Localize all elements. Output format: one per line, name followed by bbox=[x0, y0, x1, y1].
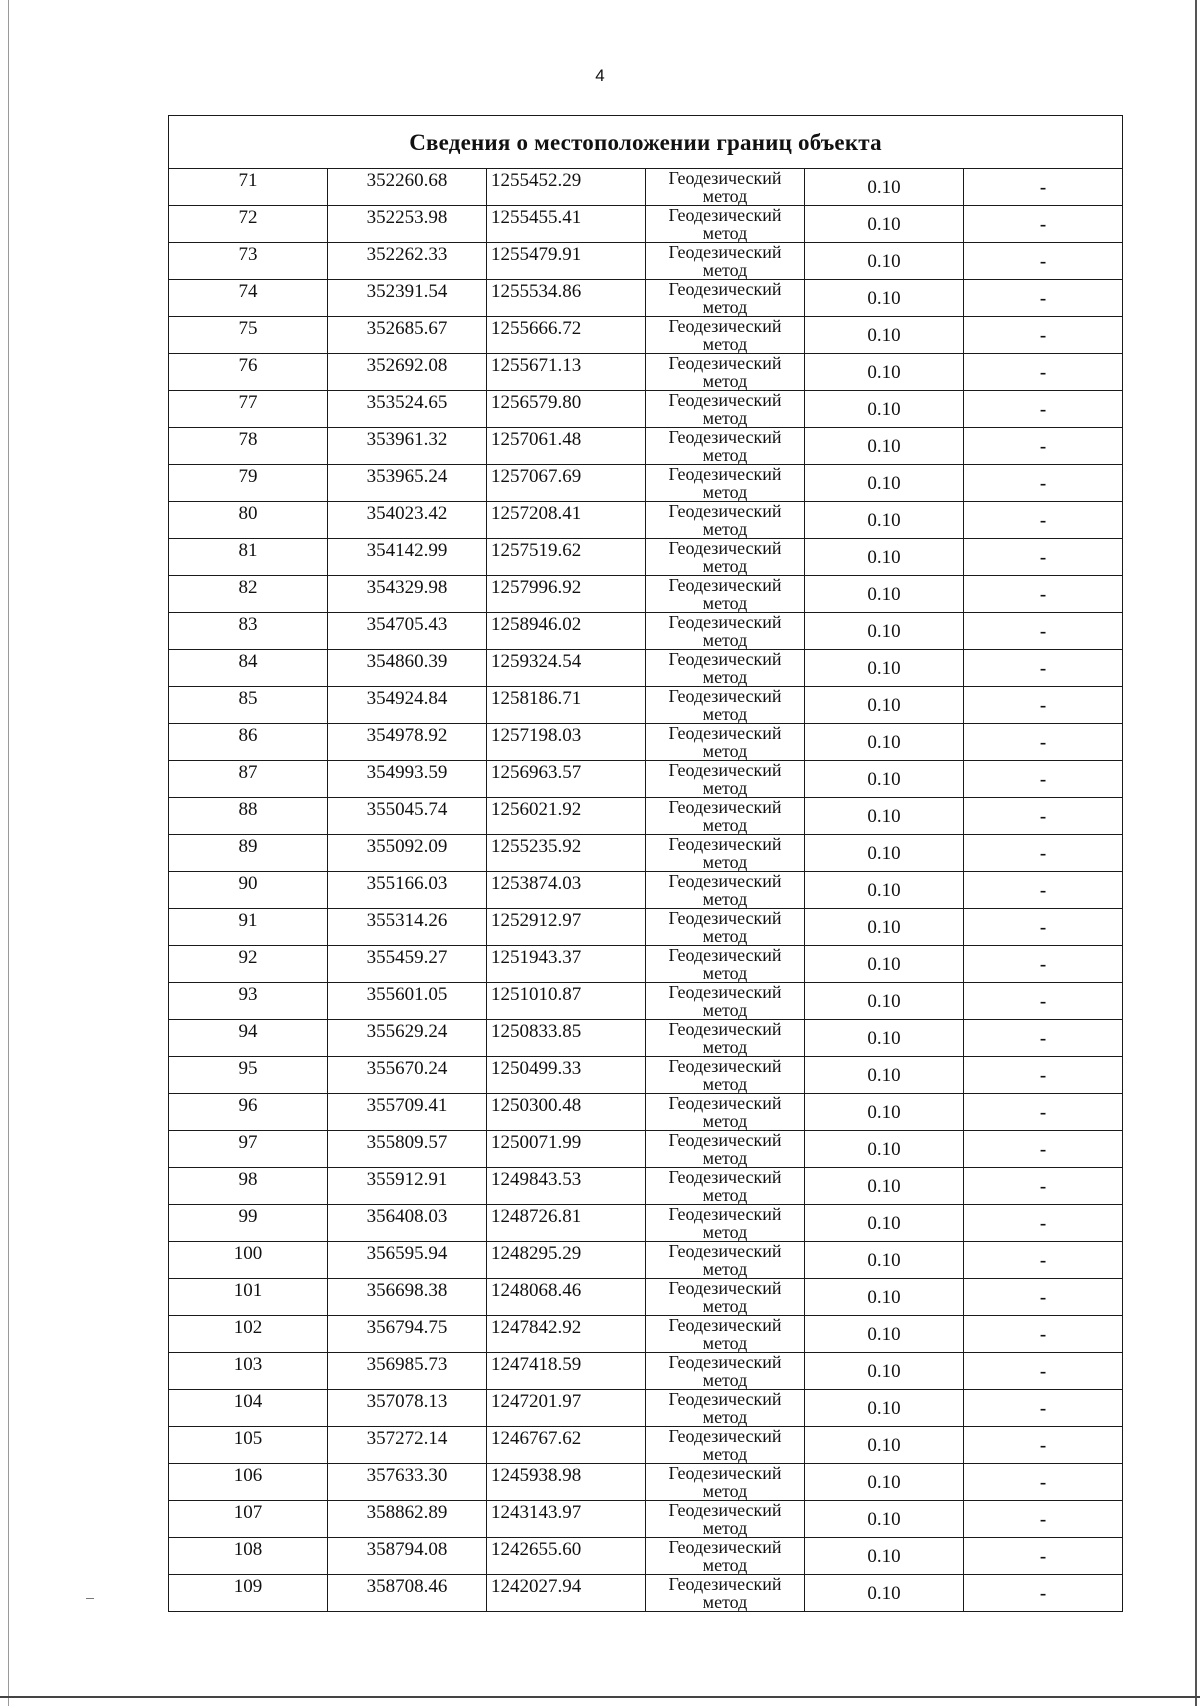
point-number-cell: 76 bbox=[169, 354, 328, 391]
point-number-cell: 105 bbox=[169, 1427, 328, 1464]
method-cell: Геодезический метод bbox=[646, 724, 805, 761]
method-cell: Геодезический метод bbox=[646, 613, 805, 650]
method-cell: Геодезический метод bbox=[646, 391, 805, 428]
accuracy-cell: 0.10 bbox=[805, 650, 964, 687]
x-coordinate-cell: 356408.03 bbox=[328, 1205, 487, 1242]
note-cell: - bbox=[964, 354, 1123, 391]
table-row bbox=[169, 502, 1123, 539]
accuracy-cell: 0.10 bbox=[805, 1575, 964, 1612]
method-cell: Геодезический метод bbox=[646, 1427, 805, 1464]
point-number-cell: 71 bbox=[169, 169, 328, 206]
accuracy-cell: 0.10 bbox=[805, 280, 964, 317]
accuracy-cell: 0.10 bbox=[805, 1094, 964, 1131]
table-row bbox=[169, 317, 1123, 354]
y-coordinate-cell: 1257067.69 bbox=[487, 465, 646, 502]
table-row bbox=[169, 650, 1123, 687]
y-coordinate-cell: 1243143.97 bbox=[487, 1501, 646, 1538]
x-coordinate-cell: 353961.32 bbox=[328, 428, 487, 465]
accuracy-cell: 0.10 bbox=[805, 724, 964, 761]
note-cell: - bbox=[964, 613, 1123, 650]
x-coordinate-cell: 352692.08 bbox=[328, 354, 487, 391]
note-cell: - bbox=[964, 1131, 1123, 1168]
page-edge-bottom bbox=[0, 1696, 1200, 1698]
note-cell: - bbox=[964, 206, 1123, 243]
method-cell: Геодезический метод bbox=[646, 835, 805, 872]
x-coordinate-cell: 354860.39 bbox=[328, 650, 487, 687]
note-cell: - bbox=[964, 724, 1123, 761]
table-row bbox=[169, 539, 1123, 576]
y-coordinate-cell: 1250300.48 bbox=[487, 1094, 646, 1131]
x-coordinate-cell: 352685.67 bbox=[328, 317, 487, 354]
method-cell: Геодезический метод bbox=[646, 1131, 805, 1168]
point-number-cell: 72 bbox=[169, 206, 328, 243]
y-coordinate-cell: 1247418.59 bbox=[487, 1353, 646, 1390]
y-coordinate-cell: 1251010.87 bbox=[487, 983, 646, 1020]
point-number-cell: 98 bbox=[169, 1168, 328, 1205]
y-coordinate-cell: 1250499.33 bbox=[487, 1057, 646, 1094]
point-number-cell: 92 bbox=[169, 946, 328, 983]
accuracy-cell: 0.10 bbox=[805, 1279, 964, 1316]
method-cell: Геодезический метод bbox=[646, 206, 805, 243]
table-row bbox=[169, 1131, 1123, 1168]
accuracy-cell: 0.10 bbox=[805, 798, 964, 835]
method-cell: Геодезический метод bbox=[646, 1168, 805, 1205]
accuracy-cell: 0.10 bbox=[805, 391, 964, 428]
x-coordinate-cell: 355314.26 bbox=[328, 909, 487, 946]
table-row bbox=[169, 391, 1123, 428]
note-cell: - bbox=[964, 1057, 1123, 1094]
x-coordinate-cell: 355045.74 bbox=[328, 798, 487, 835]
note-cell: - bbox=[964, 761, 1123, 798]
method-cell: Геодезический метод bbox=[646, 1575, 805, 1612]
note-cell: - bbox=[964, 1427, 1123, 1464]
table-row bbox=[169, 1279, 1123, 1316]
x-coordinate-cell: 352391.54 bbox=[328, 280, 487, 317]
y-coordinate-cell: 1258946.02 bbox=[487, 613, 646, 650]
note-cell: - bbox=[964, 465, 1123, 502]
x-coordinate-cell: 358708.46 bbox=[328, 1575, 487, 1612]
method-cell: Геодезический метод bbox=[646, 354, 805, 391]
accuracy-cell: 0.10 bbox=[805, 1020, 964, 1057]
accuracy-cell: 0.10 bbox=[805, 613, 964, 650]
point-number-cell: 85 bbox=[169, 687, 328, 724]
x-coordinate-cell: 357272.14 bbox=[328, 1427, 487, 1464]
note-cell: - bbox=[964, 1279, 1123, 1316]
table-row bbox=[169, 872, 1123, 909]
x-coordinate-cell: 355092.09 bbox=[328, 835, 487, 872]
y-coordinate-cell: 1247201.97 bbox=[487, 1390, 646, 1427]
method-cell: Геодезический метод bbox=[646, 650, 805, 687]
table-row bbox=[169, 946, 1123, 983]
point-number-cell: 82 bbox=[169, 576, 328, 613]
note-cell: - bbox=[964, 243, 1123, 280]
accuracy-cell: 0.10 bbox=[805, 502, 964, 539]
point-number-cell: 81 bbox=[169, 539, 328, 576]
method-cell: Геодезический метод bbox=[646, 502, 805, 539]
table-row bbox=[169, 243, 1123, 280]
table-row bbox=[169, 1464, 1123, 1501]
y-coordinate-cell: 1255671.13 bbox=[487, 354, 646, 391]
method-cell: Геодезический метод bbox=[646, 798, 805, 835]
y-coordinate-cell: 1255452.29 bbox=[487, 169, 646, 206]
accuracy-cell: 0.10 bbox=[805, 1057, 964, 1094]
point-number-cell: 99 bbox=[169, 1205, 328, 1242]
x-coordinate-cell: 354993.59 bbox=[328, 761, 487, 798]
x-coordinate-cell: 354978.92 bbox=[328, 724, 487, 761]
method-cell: Геодезический метод bbox=[646, 687, 805, 724]
accuracy-cell: 0.10 bbox=[805, 576, 964, 613]
method-cell: Геодезический метод bbox=[646, 1353, 805, 1390]
y-coordinate-cell: 1246767.62 bbox=[487, 1427, 646, 1464]
table-row bbox=[169, 1242, 1123, 1279]
point-number-cell: 73 bbox=[169, 243, 328, 280]
accuracy-cell: 0.10 bbox=[805, 1427, 964, 1464]
table-row bbox=[169, 613, 1123, 650]
method-cell: Геодезический метод bbox=[646, 169, 805, 206]
table-row bbox=[169, 465, 1123, 502]
y-coordinate-cell: 1257996.92 bbox=[487, 576, 646, 613]
method-cell: Геодезический метод bbox=[646, 539, 805, 576]
method-cell: Геодезический метод bbox=[646, 1205, 805, 1242]
page-edge-left bbox=[8, 0, 9, 1706]
x-coordinate-cell: 354142.99 bbox=[328, 539, 487, 576]
y-coordinate-cell: 1255235.92 bbox=[487, 835, 646, 872]
table-row bbox=[169, 983, 1123, 1020]
note-cell: - bbox=[964, 1168, 1123, 1205]
point-number-cell: 78 bbox=[169, 428, 328, 465]
point-number-cell: 96 bbox=[169, 1094, 328, 1131]
accuracy-cell: 0.10 bbox=[805, 1205, 964, 1242]
point-number-cell: 102 bbox=[169, 1316, 328, 1353]
y-coordinate-cell: 1253874.03 bbox=[487, 872, 646, 909]
point-number-cell: 107 bbox=[169, 1501, 328, 1538]
x-coordinate-cell: 354924.84 bbox=[328, 687, 487, 724]
y-coordinate-cell: 1249843.53 bbox=[487, 1168, 646, 1205]
y-coordinate-cell: 1256021.92 bbox=[487, 798, 646, 835]
accuracy-cell: 0.10 bbox=[805, 1390, 964, 1427]
y-coordinate-cell: 1259324.54 bbox=[487, 650, 646, 687]
x-coordinate-cell: 357078.13 bbox=[328, 1390, 487, 1427]
y-coordinate-cell: 1257208.41 bbox=[487, 502, 646, 539]
point-number-cell: 91 bbox=[169, 909, 328, 946]
method-cell: Геодезический метод bbox=[646, 428, 805, 465]
point-number-cell: 84 bbox=[169, 650, 328, 687]
x-coordinate-cell: 355601.05 bbox=[328, 983, 487, 1020]
accuracy-cell: 0.10 bbox=[805, 761, 964, 798]
accuracy-cell: 0.10 bbox=[805, 354, 964, 391]
table-row bbox=[169, 798, 1123, 835]
accuracy-cell: 0.10 bbox=[805, 206, 964, 243]
note-cell: - bbox=[964, 798, 1123, 835]
point-number-cell: 75 bbox=[169, 317, 328, 354]
accuracy-cell: 0.10 bbox=[805, 1131, 964, 1168]
x-coordinate-cell: 354023.42 bbox=[328, 502, 487, 539]
note-cell: - bbox=[964, 946, 1123, 983]
x-coordinate-cell: 353965.24 bbox=[328, 465, 487, 502]
table-row bbox=[169, 428, 1123, 465]
x-coordinate-cell: 357633.30 bbox=[328, 1464, 487, 1501]
table-row bbox=[169, 169, 1123, 206]
point-number-cell: 109 bbox=[169, 1575, 328, 1612]
note-cell: - bbox=[964, 502, 1123, 539]
y-coordinate-cell: 1251943.37 bbox=[487, 946, 646, 983]
point-number-cell: 89 bbox=[169, 835, 328, 872]
point-number-cell: 103 bbox=[169, 1353, 328, 1390]
y-coordinate-cell: 1248726.81 bbox=[487, 1205, 646, 1242]
y-coordinate-cell: 1250071.99 bbox=[487, 1131, 646, 1168]
point-number-cell: 80 bbox=[169, 502, 328, 539]
note-cell: - bbox=[964, 1390, 1123, 1427]
point-number-cell: 86 bbox=[169, 724, 328, 761]
table-row bbox=[169, 1205, 1123, 1242]
method-cell: Геодезический метод bbox=[646, 280, 805, 317]
y-coordinate-cell: 1248068.46 bbox=[487, 1279, 646, 1316]
accuracy-cell: 0.10 bbox=[805, 1168, 964, 1205]
table-body bbox=[169, 116, 1123, 1612]
accuracy-cell: 0.10 bbox=[805, 243, 964, 280]
note-cell: - bbox=[964, 1094, 1123, 1131]
method-cell: Геодезический метод bbox=[646, 1501, 805, 1538]
x-coordinate-cell: 355670.24 bbox=[328, 1057, 487, 1094]
x-coordinate-cell: 355629.24 bbox=[328, 1020, 487, 1057]
x-coordinate-cell: 356698.38 bbox=[328, 1279, 487, 1316]
y-coordinate-cell: 1242655.60 bbox=[487, 1538, 646, 1575]
y-coordinate-cell: 1257061.48 bbox=[487, 428, 646, 465]
method-cell: Геодезический метод bbox=[646, 465, 805, 502]
accuracy-cell: 0.10 bbox=[805, 1464, 964, 1501]
y-coordinate-cell: 1256963.57 bbox=[487, 761, 646, 798]
method-cell: Геодезический метод bbox=[646, 1538, 805, 1575]
table-row bbox=[169, 1427, 1123, 1464]
note-cell: - bbox=[964, 1575, 1123, 1612]
point-number-cell: 108 bbox=[169, 1538, 328, 1575]
method-cell: Геодезический метод bbox=[646, 983, 805, 1020]
scan-artifact bbox=[86, 1598, 94, 1599]
note-cell: - bbox=[964, 835, 1123, 872]
table-row bbox=[169, 687, 1123, 724]
point-number-cell: 74 bbox=[169, 280, 328, 317]
x-coordinate-cell: 358794.08 bbox=[328, 1538, 487, 1575]
accuracy-cell: 0.10 bbox=[805, 1501, 964, 1538]
y-coordinate-cell: 1257519.62 bbox=[487, 539, 646, 576]
note-cell: - bbox=[964, 909, 1123, 946]
point-number-cell: 106 bbox=[169, 1464, 328, 1501]
y-coordinate-cell: 1242027.94 bbox=[487, 1575, 646, 1612]
note-cell: - bbox=[964, 1538, 1123, 1575]
y-coordinate-cell: 1255455.41 bbox=[487, 206, 646, 243]
table-row bbox=[169, 1020, 1123, 1057]
note-cell: - bbox=[964, 1316, 1123, 1353]
y-coordinate-cell: 1257198.03 bbox=[487, 724, 646, 761]
method-cell: Геодезический метод bbox=[646, 1057, 805, 1094]
table-title: Сведения о местоположении границ объекта bbox=[169, 116, 1123, 169]
method-cell: Геодезический метод bbox=[646, 576, 805, 613]
note-cell: - bbox=[964, 576, 1123, 613]
table-row bbox=[169, 1501, 1123, 1538]
x-coordinate-cell: 356794.75 bbox=[328, 1316, 487, 1353]
note-cell: - bbox=[964, 1205, 1123, 1242]
method-cell: Геодезический метод bbox=[646, 1316, 805, 1353]
x-coordinate-cell: 352253.98 bbox=[328, 206, 487, 243]
point-number-cell: 79 bbox=[169, 465, 328, 502]
note-cell: - bbox=[964, 391, 1123, 428]
accuracy-cell: 0.10 bbox=[805, 872, 964, 909]
method-cell: Геодезический метод bbox=[646, 761, 805, 798]
accuracy-cell: 0.10 bbox=[805, 169, 964, 206]
accuracy-cell: 0.10 bbox=[805, 909, 964, 946]
y-coordinate-cell: 1255534.86 bbox=[487, 280, 646, 317]
note-cell: - bbox=[964, 1501, 1123, 1538]
y-coordinate-cell: 1252912.97 bbox=[487, 909, 646, 946]
note-cell: - bbox=[964, 650, 1123, 687]
table-row bbox=[169, 354, 1123, 391]
method-cell: Геодезический метод bbox=[646, 909, 805, 946]
accuracy-cell: 0.10 bbox=[805, 1242, 964, 1279]
table-row bbox=[169, 1094, 1123, 1131]
accuracy-cell: 0.10 bbox=[805, 539, 964, 576]
point-number-cell: 94 bbox=[169, 1020, 328, 1057]
page-number: 4 bbox=[595, 66, 605, 85]
boundary-coordinates-table bbox=[168, 115, 1123, 1612]
note-cell: - bbox=[964, 1020, 1123, 1057]
x-coordinate-cell: 354329.98 bbox=[328, 576, 487, 613]
x-coordinate-cell: 354705.43 bbox=[328, 613, 487, 650]
y-coordinate-cell: 1255479.91 bbox=[487, 243, 646, 280]
note-cell: - bbox=[964, 687, 1123, 724]
table-title-row bbox=[169, 116, 1123, 169]
point-number-cell: 97 bbox=[169, 1131, 328, 1168]
accuracy-cell: 0.10 bbox=[805, 946, 964, 983]
table-row bbox=[169, 576, 1123, 613]
y-coordinate-cell: 1245938.98 bbox=[487, 1464, 646, 1501]
point-number-cell: 77 bbox=[169, 391, 328, 428]
accuracy-cell: 0.10 bbox=[805, 428, 964, 465]
table-row bbox=[169, 1316, 1123, 1353]
note-cell: - bbox=[964, 428, 1123, 465]
x-coordinate-cell: 352260.68 bbox=[328, 169, 487, 206]
table-row bbox=[169, 280, 1123, 317]
y-coordinate-cell: 1258186.71 bbox=[487, 687, 646, 724]
page-edge-right bbox=[1195, 0, 1197, 1706]
point-number-cell: 100 bbox=[169, 1242, 328, 1279]
accuracy-cell: 0.10 bbox=[805, 317, 964, 354]
accuracy-cell: 0.10 bbox=[805, 983, 964, 1020]
method-cell: Геодезический метод bbox=[646, 1020, 805, 1057]
method-cell: Геодезический метод bbox=[646, 1279, 805, 1316]
x-coordinate-cell: 355912.91 bbox=[328, 1168, 487, 1205]
x-coordinate-cell: 353524.65 bbox=[328, 391, 487, 428]
point-number-cell: 83 bbox=[169, 613, 328, 650]
table-row bbox=[169, 724, 1123, 761]
note-cell: - bbox=[964, 169, 1123, 206]
y-coordinate-cell: 1247842.92 bbox=[487, 1316, 646, 1353]
note-cell: - bbox=[964, 983, 1123, 1020]
accuracy-cell: 0.10 bbox=[805, 835, 964, 872]
x-coordinate-cell: 355166.03 bbox=[328, 872, 487, 909]
table-row bbox=[169, 1353, 1123, 1390]
point-number-cell: 87 bbox=[169, 761, 328, 798]
y-coordinate-cell: 1255666.72 bbox=[487, 317, 646, 354]
table-row bbox=[169, 1390, 1123, 1427]
method-cell: Геодезический метод bbox=[646, 1094, 805, 1131]
note-cell: - bbox=[964, 1353, 1123, 1390]
note-cell: - bbox=[964, 1242, 1123, 1279]
method-cell: Геодезический метод bbox=[646, 317, 805, 354]
x-coordinate-cell: 356985.73 bbox=[328, 1353, 487, 1390]
note-cell: - bbox=[964, 539, 1123, 576]
table-row bbox=[169, 761, 1123, 798]
note-cell: - bbox=[964, 872, 1123, 909]
point-number-cell: 95 bbox=[169, 1057, 328, 1094]
x-coordinate-cell: 356595.94 bbox=[328, 1242, 487, 1279]
note-cell: - bbox=[964, 280, 1123, 317]
method-cell: Геодезический метод bbox=[646, 1464, 805, 1501]
method-cell: Геодезический метод bbox=[646, 1390, 805, 1427]
y-coordinate-cell: 1248295.29 bbox=[487, 1242, 646, 1279]
x-coordinate-cell: 355809.57 bbox=[328, 1131, 487, 1168]
method-cell: Геодезический метод bbox=[646, 243, 805, 280]
point-number-cell: 88 bbox=[169, 798, 328, 835]
table-row bbox=[169, 206, 1123, 243]
method-cell: Геодезический метод bbox=[646, 872, 805, 909]
method-cell: Геодезический метод bbox=[646, 1242, 805, 1279]
x-coordinate-cell: 352262.33 bbox=[328, 243, 487, 280]
note-cell: - bbox=[964, 317, 1123, 354]
point-number-cell: 90 bbox=[169, 872, 328, 909]
table-row bbox=[169, 1168, 1123, 1205]
accuracy-cell: 0.10 bbox=[805, 1353, 964, 1390]
x-coordinate-cell: 355459.27 bbox=[328, 946, 487, 983]
table-row bbox=[169, 1575, 1123, 1612]
x-coordinate-cell: 355709.41 bbox=[328, 1094, 487, 1131]
y-coordinate-cell: 1250833.85 bbox=[487, 1020, 646, 1057]
note-cell: - bbox=[964, 1464, 1123, 1501]
point-number-cell: 104 bbox=[169, 1390, 328, 1427]
point-number-cell: 101 bbox=[169, 1279, 328, 1316]
x-coordinate-cell: 358862.89 bbox=[328, 1501, 487, 1538]
accuracy-cell: 0.10 bbox=[805, 687, 964, 724]
point-number-cell: 93 bbox=[169, 983, 328, 1020]
table-row bbox=[169, 909, 1123, 946]
accuracy-cell: 0.10 bbox=[805, 1316, 964, 1353]
method-cell: Геодезический метод bbox=[646, 946, 805, 983]
table-row bbox=[169, 1538, 1123, 1575]
table-row bbox=[169, 1057, 1123, 1094]
table-row bbox=[169, 835, 1123, 872]
y-coordinate-cell: 1256579.80 bbox=[487, 391, 646, 428]
accuracy-cell: 0.10 bbox=[805, 465, 964, 502]
accuracy-cell: 0.10 bbox=[805, 1538, 964, 1575]
